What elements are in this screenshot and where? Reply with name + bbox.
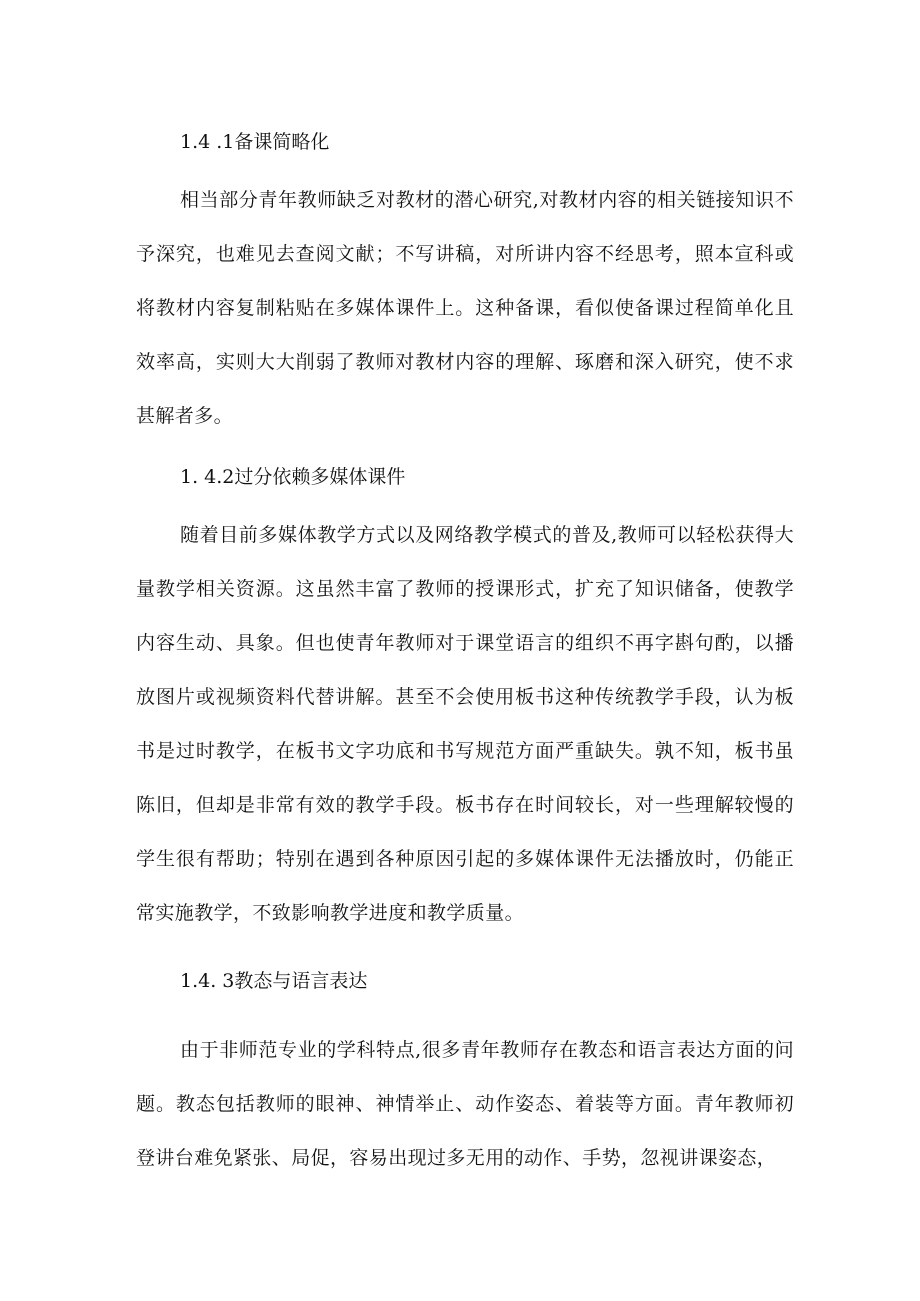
section-paragraph-1-4-1: 相当部分青年教师缺乏对教材的潜心研究,对教材内容的相关链接知识不予深究，也难见去查阅文献；不写讲稿，对所讲内容不经思考，照本宣科或将教材内容复制粘贴在多媒体课件上。这种备课，看似使备课过程简单化且效率高，实则大大削弱了教师对教材内容的理解、琢磨和深入研究，使不求甚解者多。 [136, 189, 794, 427]
section-heading-1-4-3: 1.4. 3教态与语言表达 [180, 970, 368, 992]
section-paragraph-1-4-3: 由于非师范专业的学科特点,很多青年教师存在教态和语言表达方面的问题。教态包括教师的眼神、神情举止、动作姿态、着装等方面。青年教师初登讲台难免紧张、局促，容易出现过多无用的动作、手势，忽视讲课姿态， [136, 1039, 794, 1169]
section-heading-1-4-2: 1. 4.2过分依赖多媒体课件 [180, 466, 406, 488]
section-paragraph-1-4-2: 随着目前多媒体教学方式以及网络教学模式的普及,教师可以轻松获得大量教学相关资源。这虽然丰富了教师的授课形式，扩充了知识储备，使教学内容生动、具象。但也使青年教师对于课堂语言的组织不再字斟句酌，以播放图片或视频资料代替讲解。甚至不会使用板书这种传统教学手段，认为板书是过时教学，在板书文字功底和书写规范方面严重缺失。孰不知，板书虽陈旧，但却是非常有效的教学手段。板书存在时间较长，对一些理解较慢的学生很有帮助；特别在遇到各种原因引起的多媒体课件无法播放时，仍能正常实施教学，不致影响教学进度和教学质量。 [136, 524, 794, 924]
section-heading-1-4-1: 1.4 .1备课简略化 [180, 131, 330, 153]
